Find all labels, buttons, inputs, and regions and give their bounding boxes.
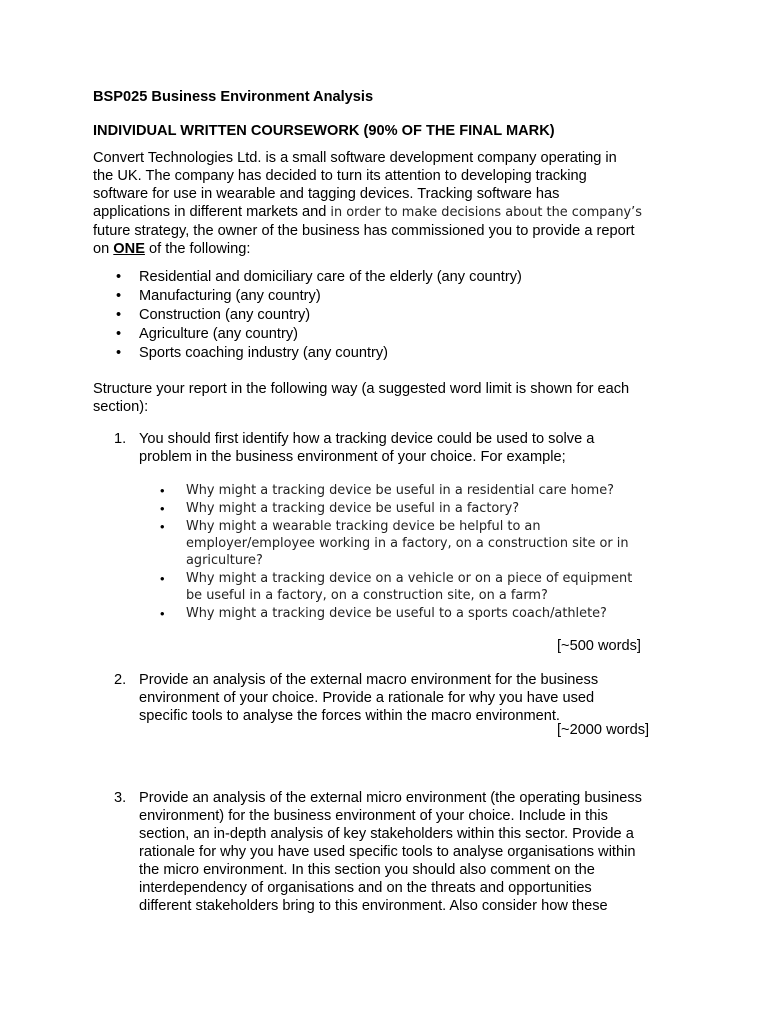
item-line: the micro environment. In this section you should also comment on the	[139, 862, 595, 878]
example-line: Why might a tracking device be useful in a residential care home?	[186, 483, 614, 498]
course-title: BSP025 Business Environment Analysis	[93, 89, 374, 105]
intro-line: software for use in wearable and tagging devices. Tracking software has	[93, 186, 560, 202]
intro-text: in order to make decisions about the company’s	[330, 205, 642, 220]
intro-text: of the following:	[144, 241, 251, 257]
item-line: You should first identify how a tracking device could be used to solve a	[139, 431, 595, 447]
structure-intro	[93, 380, 683, 416]
bullet-icon: •	[116, 307, 122, 323]
bullet-icon: •	[160, 571, 165, 586]
market-label: Agriculture (any country)	[139, 326, 298, 342]
list-item	[160, 605, 680, 622]
example-line: be useful in a factory, on a construction site, on a farm?	[186, 588, 548, 603]
example-list	[160, 482, 680, 623]
item-line: Provide an analysis of the external macro environment for the business	[139, 672, 599, 688]
example-line: agriculture?	[186, 553, 263, 568]
word-limit-2: [~2000 words]	[557, 722, 650, 738]
example-line: Why might a tracking device on a vehicle or on a piece of equipment	[186, 571, 633, 586]
bullet-icon: •	[160, 483, 165, 498]
bullet-icon: •	[116, 345, 122, 361]
example-line: Why might a wearable tracking device be helpful to an	[186, 519, 541, 534]
item-text	[139, 671, 709, 725]
bullet-icon: •	[160, 519, 165, 534]
item-line: Provide an analysis of the external micro environment (the operating business	[139, 790, 642, 806]
market-label: Residential and domiciliary care of the elderly (any country)	[139, 269, 522, 285]
numbered-item-2	[114, 671, 714, 727]
item-line: interdependency of organisations and on the threats and opportunities	[139, 880, 592, 896]
item-number: 3.	[114, 790, 127, 806]
list-item	[160, 570, 680, 604]
bullet-icon: •	[116, 288, 122, 304]
intro-line: Convert Technologies Ltd. is a small software development company operating in	[93, 150, 617, 166]
intro-line: future strategy, the owner of the business has commissioned you to provide a report	[93, 223, 635, 239]
intro-line	[93, 240, 683, 258]
item-line: rationale for why you have used specific tools to analyse organisations within	[139, 844, 636, 860]
list-item	[93, 268, 673, 287]
word-limit-1: [~500 words]	[557, 638, 641, 654]
example-line: Why might a tracking device be useful to a sports coach/athlete?	[186, 606, 607, 621]
list-item	[160, 500, 680, 517]
bullet-icon: •	[116, 326, 122, 342]
item-line: environment) for the business environment of your choice. Include in this	[139, 808, 608, 824]
intro-paragraph	[93, 149, 683, 258]
bullet-icon: •	[116, 269, 122, 285]
bullet-icon: •	[160, 501, 165, 516]
structure-line: Structure your report in the following way (a suggested word limit is shown for each	[93, 381, 630, 397]
example-line: Why might a tracking device be useful in a factory?	[186, 501, 520, 516]
structure-line: section):	[93, 399, 149, 415]
item-line: different stakeholders bring to this environment. Also consider how these	[139, 898, 608, 914]
item-text	[139, 430, 709, 466]
market-list	[93, 268, 673, 363]
list-item	[93, 325, 673, 344]
intro-text: on	[93, 241, 114, 257]
numbered-item-1	[114, 430, 714, 470]
list-item	[93, 344, 673, 363]
item-line: environment of your choice. Provide a rationale for why you have used	[139, 690, 595, 706]
list-item	[93, 306, 673, 325]
market-label: Construction (any country)	[139, 307, 311, 323]
market-label: Sports coaching industry (any country)	[139, 345, 389, 361]
list-item	[93, 287, 673, 306]
market-label: Manufacturing (any country)	[139, 288, 321, 304]
list-item	[160, 482, 680, 499]
item-line: specific tools to analyse the forces within the macro environment.	[139, 708, 560, 724]
item-number: 1.	[114, 431, 127, 447]
emphasis-one: ONE	[113, 241, 145, 257]
numbered-item-3	[114, 789, 714, 919]
intro-line: the UK. The company has decided to turn its attention to developing tracking	[93, 168, 587, 184]
example-line: employer/employee working in a factory, on a construction site or in	[186, 536, 629, 551]
item-text	[139, 789, 709, 915]
coursework-title: INDIVIDUAL WRITTEN COURSEWORK (90% OF THE FINAL MARK)	[93, 123, 555, 139]
intro-line	[93, 203, 683, 222]
item-line: section, an in-depth analysis of key stakeholders within this sector. Provide a	[139, 826, 634, 842]
intro-text: applications in different markets and	[93, 204, 331, 220]
item-number: 2.	[114, 672, 127, 688]
bullet-icon: •	[160, 606, 165, 621]
item-line: problem in the business environment of your choice. For example;	[139, 449, 566, 465]
list-item	[160, 518, 680, 569]
